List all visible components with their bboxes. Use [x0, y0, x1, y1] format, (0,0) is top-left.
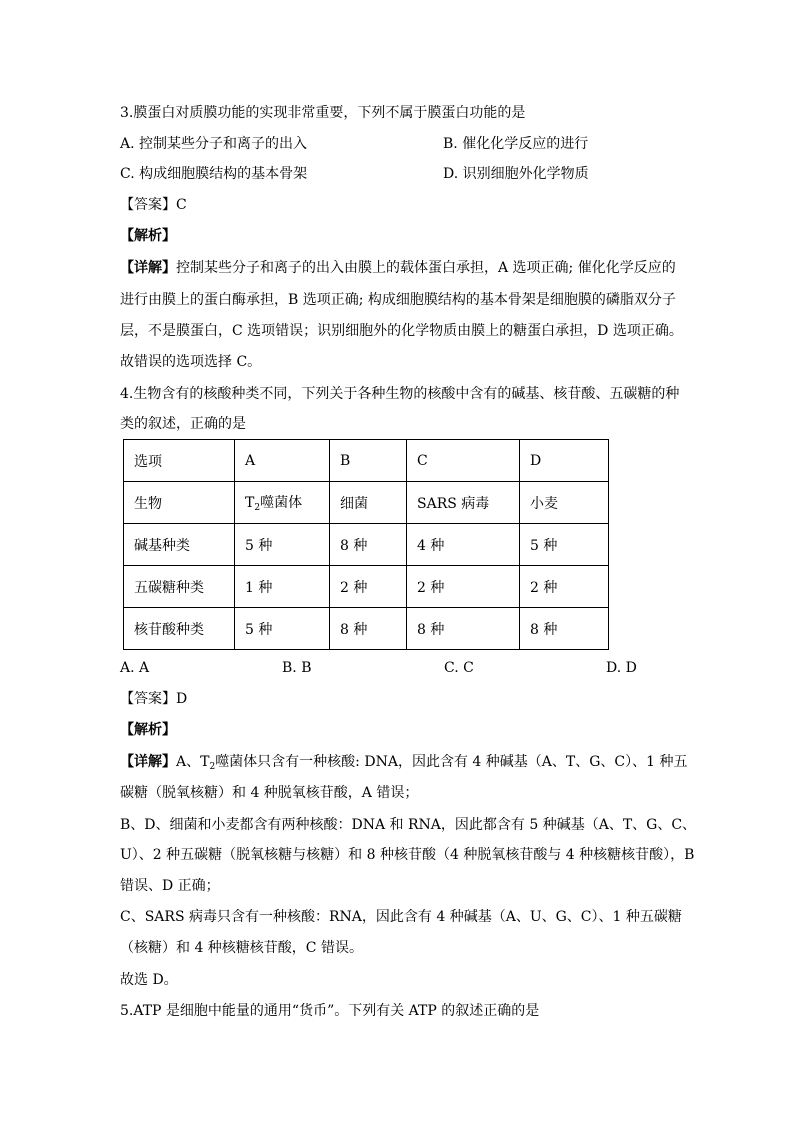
- t2-subscript: 2: [254, 503, 261, 513]
- q4-detail-line-4: U）、2 种五碳糖（脱氧核糖与核糖）和 8 种核苷酸（4 种脱氧核苷酸与 4 种核糖核苷酸），B: [120, 847, 695, 863]
- table-cell: 碱基种类: [124, 524, 235, 566]
- q5-stem: 5.ATP 是细胞中能量的通用“货币”。下列有关 ATP 的叙述正确的是: [120, 1003, 540, 1019]
- q3-detail-line-4: 故错误的选项选择 C。: [120, 354, 262, 370]
- table-cell: C: [407, 440, 520, 482]
- q3-option-d: D. 识别细胞外化学物质: [443, 166, 589, 182]
- table-row: [124, 524, 609, 566]
- table-row: [124, 482, 609, 524]
- q3-detail-line-3: 层，不是膜蛋白，C 选项错误；识别细胞外的化学物质由膜上的糖蛋白承担，D 选项正确。: [120, 323, 683, 339]
- table-cell: [235, 482, 330, 524]
- q4-table: [123, 439, 609, 650]
- q3-option-a: A. 控制某些分子和离子的出入: [120, 136, 308, 152]
- table-cell: B: [330, 440, 407, 482]
- q4-detail-line-7: （核糖）和 4 种核糖核苷酸，C 错误。: [120, 940, 363, 956]
- table-row: [124, 440, 609, 482]
- table-row: [124, 566, 609, 608]
- q3-analysis-title: 【解析】: [120, 228, 176, 244]
- table-row: [124, 608, 609, 650]
- q4-analysis-title: 【解析】: [120, 722, 176, 738]
- q4-choice-c: C. C: [444, 660, 474, 676]
- table-cell: A: [235, 440, 330, 482]
- q4-detail-line-2: 碳糖（脱氧核糖）和 4 种脱氧核苷酸，A 错误；: [120, 785, 419, 801]
- table-cell: 5 种: [520, 524, 609, 566]
- q4-choice-b: B. B: [282, 660, 312, 676]
- table-cell: 选项: [124, 440, 235, 482]
- table-cell: 4 种: [407, 524, 520, 566]
- table-cell: 8 种: [520, 608, 609, 650]
- q4-detail-line-6: C、SARS 病毒只含有一种核酸：RNA，因此含有 4 种碱基（A、U、G、C）、1 种五碳糖: [120, 909, 682, 925]
- t2-suffix: 噬菌体: [260, 495, 303, 511]
- q4-stem-line-1: 4.生物含有的核酸种类不同，下列关于各种生物的核酸中含有的碱基、核苷酸、五碳糖的种: [120, 386, 680, 402]
- table-cell: SARS 病毒: [407, 482, 520, 524]
- table-cell: 2 种: [407, 566, 520, 608]
- table-cell: 小麦: [520, 482, 609, 524]
- table-cell: D: [520, 440, 609, 482]
- q3-option-b: B. 催化化学反应的进行: [443, 136, 589, 152]
- q4-detail-line-3: B、D、细菌和小麦都含有两种核酸：DNA 和 RNA，因此都含有 5 种碱基（A、T、G、C、: [120, 817, 697, 833]
- table-cell: 生物: [124, 482, 235, 524]
- table-cell: 2 种: [330, 566, 407, 608]
- q4-stem-line-2: 类的叙述，正确的是: [120, 416, 246, 432]
- table-cell: 细菌: [330, 482, 407, 524]
- q4-detail-line-5: 错误、D 正确；: [120, 878, 220, 894]
- table-cell: 2 种: [520, 566, 609, 608]
- q3-detail-text-1: 控制某些分子和离子的出入由膜上的载体蛋白承担，A 选项正确; 催化化学反应的: [176, 260, 676, 276]
- table-cell: 8 种: [330, 524, 407, 566]
- q4-detail-line-1: [120, 752, 687, 777]
- q4-detail-subscript: 2: [209, 762, 216, 772]
- table-cell: 五碳糖种类: [124, 566, 235, 608]
- q4-answer: 【答案】D: [120, 691, 188, 707]
- q4-choice-d: D. D: [606, 660, 637, 676]
- q4-choice-a: A. A: [120, 660, 150, 676]
- table-cell: 5 种: [235, 524, 330, 566]
- q4-detail-line-8: 故选 D。: [120, 972, 178, 988]
- q4-detail-first: A、T: [176, 754, 210, 770]
- q3-detail-line-2: 进行由膜上的蛋白酶承担，B 选项正确; 构成细胞膜结构的基本骨架是细胞膜的磷脂双分子: [120, 292, 676, 308]
- q3-option-c: C. 构成细胞膜结构的基本骨架: [120, 166, 308, 182]
- t2-letter: T: [245, 495, 255, 511]
- table-cell: 8 种: [330, 608, 407, 650]
- table-cell: 8 种: [407, 608, 520, 650]
- q3-detail-label: 【详解】: [120, 260, 176, 276]
- q3-detail-line-1: [120, 258, 676, 278]
- q3-answer: 【答案】C: [120, 197, 187, 213]
- q3-stem: 3.膜蛋白对质膜功能的实现非常重要，下列不属于膜蛋白功能的是: [120, 105, 526, 121]
- table-cell: 5 种: [235, 608, 330, 650]
- table-cell: 核苷酸种类: [124, 608, 235, 650]
- q4-detail-label: 【详解】: [120, 754, 176, 770]
- q4-detail-first-rest: 噬菌体只含有一种核酸: DNA，因此含有 4 种碱基（A、T、G、C）、1 种五: [215, 754, 688, 770]
- table-cell: 1 种: [235, 566, 330, 608]
